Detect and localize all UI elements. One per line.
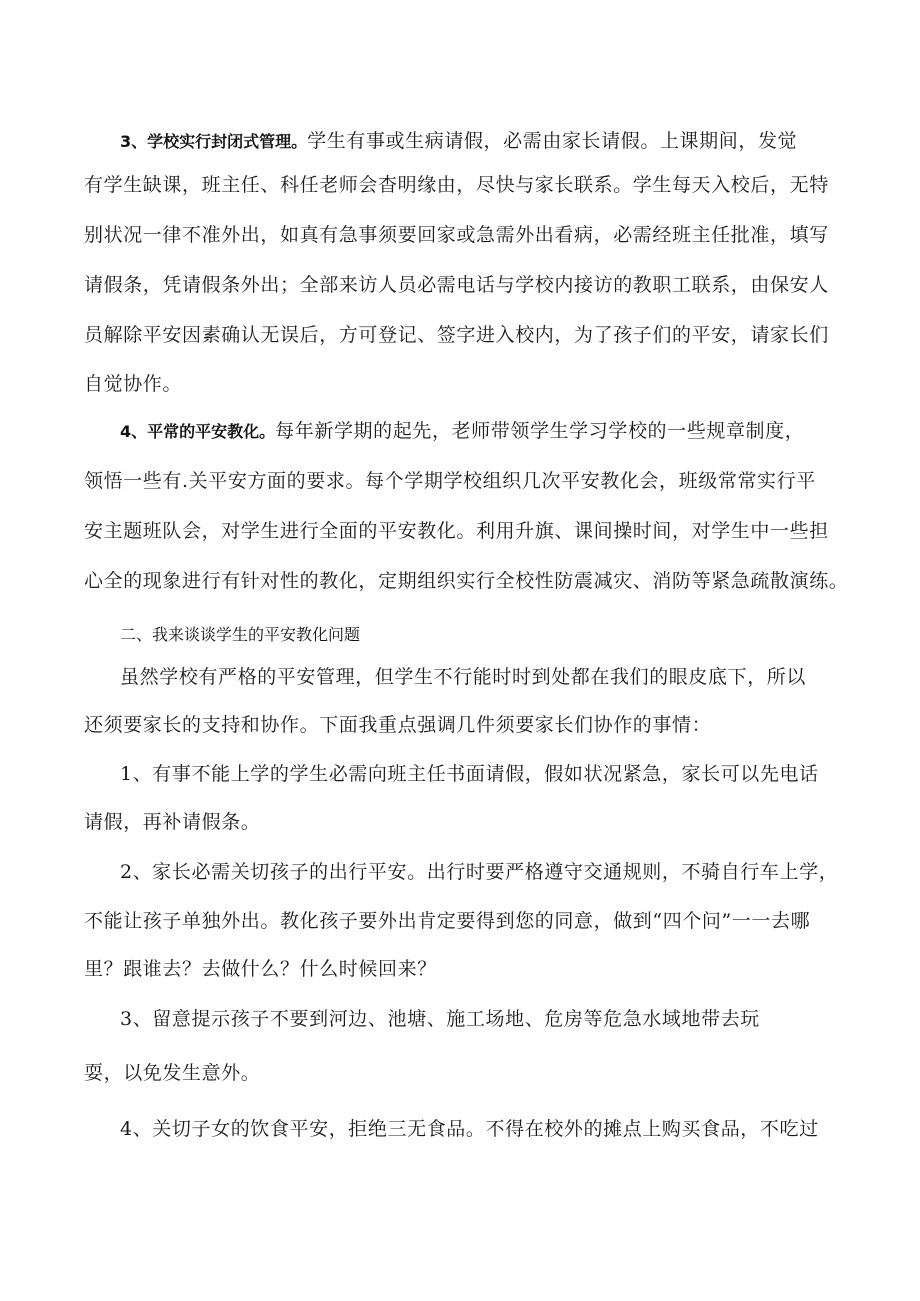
item1-line-2: 请假，再补请假条。 [84,811,261,833]
item3-line-2: 耍，以免发生意外。 [84,1062,261,1084]
item3-line-1: 3、留意提示孩子不要到河边、池塘、施工场地、危房等危急水域地带去玩 [120,1008,760,1030]
section4-heading: 4、平常的平安教化。 [120,422,276,441]
section3-line-3: 别状况一律不准外出，如真有急事须要回家或急需外出看病，必需经班主任批准，填写 [84,224,829,246]
section3-heading: 3、学校实行封闭式管理。 [120,132,308,151]
section3-first-line [120,128,844,155]
section4-line-3: 安主题班队会，对学生进行全面的平安教化。利用升旗、课间操时间，对学生中一些担 [84,520,829,542]
section3-line-2: 有学生缺课，班主任、科任老师会杳明缘由，尽快与家长联系。学生每天入校后，无特 [84,174,829,196]
section4-line-4: 心全的现象进行有针对性的教化，定期组织实行全校性防震减灾、消防等紧急疏散演练。 [84,570,849,592]
section3-line-5: 员解除平安因素确认无误后，方可登记、签字进入校内，为了孩子们的平安，请家长们 [84,324,829,346]
section3-line-6: 自觉协作。 [84,373,183,395]
section3-line-1: 学生有事或生病请假，必需由家长请假。上课期间，发觉 [307,130,798,152]
part2-intro-line-1: 虽然学校有严格的平安管理，但学生不行能时时到处都在我们的眼皮底下，所以 [120,666,807,688]
section4-line-2: 领悟一些有.关平安方面的要求。每个学期学校组织几次平安教化会，班级常常实行平 [84,470,816,492]
part2-intro-line-2: 还须要家长的支持和协作。下面我重点强调几件须要家长们协作的事情： [84,714,712,736]
part2-heading: 二、我来谈谈学生的平安教化问题 [120,625,361,644]
section3-line-4: 请假条，凭请假条外出；全部来访人员必需电话与学校内接访的教职工联系，由保安人 [84,274,829,296]
item1-line-1: 1、有事不能上学的学生必需向班主任书面请假，假如状况紧急，家长可以先电话 [120,763,819,785]
item2-line-3: 里？跟谁去？去做什么？什么时候回来？ [84,958,437,980]
item2-line-2: 不能让孩子单独外出。教化孩子要外出肯定要得到您的同意，做到“四个问”一一去哪 [84,910,811,932]
item4-line-1: 4、关切子女的饮食平安，拒绝三无食品。不得在校外的摊点上购买食品，不吃过 [120,1118,819,1140]
section4-first-line [120,418,844,445]
section4-line-1: 每年新学期的起先，老师带领学生学习学校的一些规章制度， [275,420,805,442]
item2-line-1: 2、家长必需关切孩子的出行平安。出行时要严格遵守交通规则，不骑自行车上学， [120,861,839,883]
